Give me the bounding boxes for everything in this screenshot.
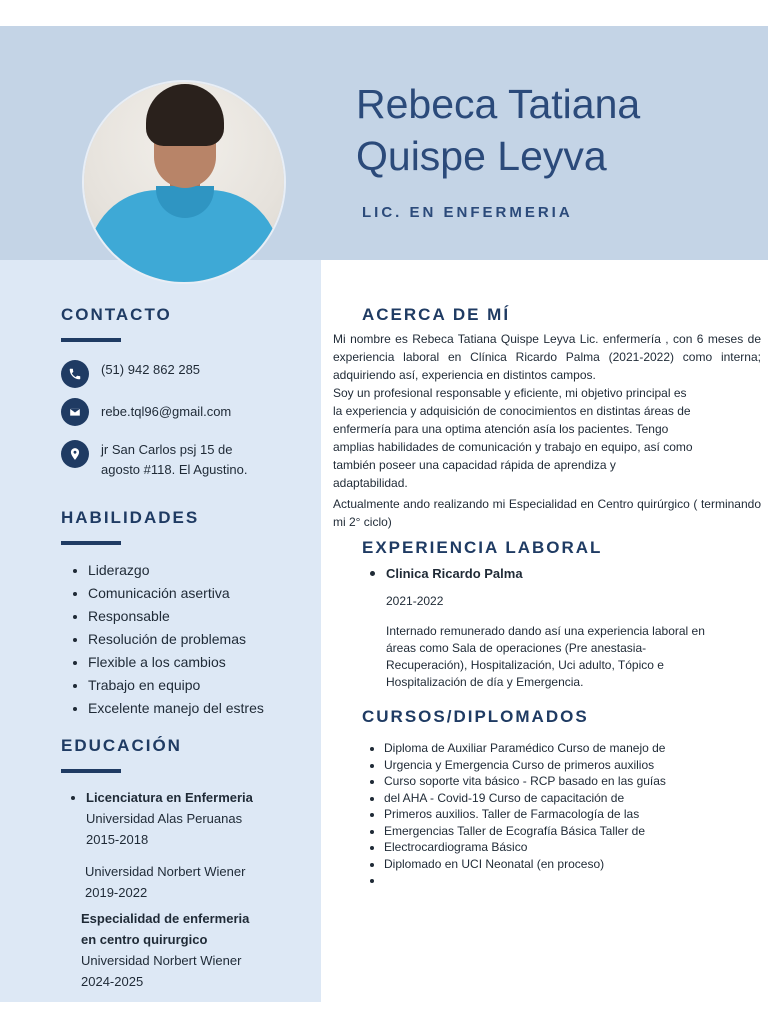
- list-item: • Responsable: [88, 605, 264, 628]
- contact-email: [61, 398, 231, 426]
- list-item: • Diploma de Auxiliar Paramédico Curso de manejo de: [384, 740, 724, 757]
- location-pin-icon: [61, 440, 89, 468]
- email-address[interactable]: rebe.tql96@gmail.com: [101, 404, 232, 419]
- degree-name-line-2: en centro quirurgico: [81, 932, 208, 947]
- full-name: [356, 78, 640, 182]
- experience-item: [370, 566, 523, 581]
- profile-photo: [84, 82, 284, 282]
- courses-heading: CURSOS/DIPLOMADOS: [362, 707, 589, 726]
- experience-description: Internado remunerado dando así una experiencia laboral en áreas como Sala de operaciones (Pre anestasia- Recuperación), Hospitalización, Uci adulto, Tópico e Hospitalización de día y Emergencia.: [386, 624, 705, 689]
- list-item: • Excelente manejo del estres: [88, 697, 264, 720]
- contact-address: [61, 440, 247, 480]
- list-item: • Emergencias Taller de Ecografía Básica Taller de: [384, 823, 724, 840]
- name-line-1: Rebeca Tatiana: [356, 81, 641, 127]
- contact-divider: [61, 338, 121, 342]
- about-paragraph-1: Mi nombre es Rebeca Tatiana Quispe Leyva Lic. enfermería , con 6 meses de experiencia laboral en Clínica Ricardo Palma (2021-2022) como interna; adquiriendo así, experiencia en distintos campos.: [333, 332, 761, 382]
- name-line-2: Quispe Leyva: [356, 133, 607, 179]
- list-item: • Comunicación asertiva: [88, 582, 264, 605]
- list-item: • del AHA - Covid-19 Curso de capacitación de: [384, 790, 724, 807]
- contact-heading: CONTACTO: [61, 305, 172, 324]
- list-item: [384, 872, 724, 889]
- education-years: 2024-2025: [81, 974, 144, 989]
- degree-name-line-1: Especialidad de enfermeria: [81, 911, 250, 926]
- school-name: Universidad Norbert Wiener: [85, 864, 246, 879]
- skills-divider: [61, 541, 121, 545]
- education-years: 2019-2022: [85, 885, 148, 900]
- education-item-3: [81, 908, 249, 992]
- school-name: Universidad Alas Peruanas: [86, 811, 243, 826]
- list-item: • Trabajo en equipo: [88, 674, 264, 697]
- about-paragraph-2: Soy un profesional responsable y eficiente, mi objetivo principal es la experiencia y adquisición de conocimientos en distintas áreas de enfermería para una optima atención asía los pacientes. Tengo amplias habilidades de comunicación y trabajo en equipo, así como también poseer una capacidad rápida de aprendiza y adaptabilidad.: [333, 386, 693, 490]
- contact-phone: [61, 360, 200, 388]
- list-item: • Resolución de problemas: [88, 628, 264, 651]
- phone-icon: [61, 360, 89, 388]
- skills-heading: HABILIDADES: [61, 508, 200, 527]
- list-item: • Urgencia y Emergencia Curso de primeros auxilios: [384, 757, 724, 774]
- education-divider: [61, 769, 121, 773]
- skills-list: [68, 559, 264, 720]
- list-item: • Diplomado en UCI Neonatal (en proceso): [384, 856, 724, 873]
- address-text: jr San Carlos psj 15 de agosto #118. El Agustino.: [101, 442, 248, 477]
- education-item-2: [85, 861, 245, 903]
- list-item: • Flexible a los cambios: [88, 651, 264, 674]
- degree-name: Licenciatura en Enfermeria: [86, 790, 253, 805]
- about-paragraph-3: Actualmente ando realizando mi Especialidad en Centro quirúrgico ( terminando mi 2° ciclo): [333, 497, 761, 529]
- list-item: • Liderazgo: [88, 559, 264, 582]
- about-heading: ACERCA DE MÍ: [362, 305, 511, 324]
- experience-heading: EXPERIENCIA LABORAL: [362, 538, 603, 557]
- job-title: LIC. EN ENFERMERIA: [362, 204, 573, 221]
- education-heading: EDUCACIÓN: [61, 736, 182, 755]
- about-text: [333, 330, 761, 531]
- courses-list: [366, 740, 724, 889]
- mail-icon: [61, 398, 89, 426]
- phone-number[interactable]: (51) 942 862 285: [101, 362, 201, 377]
- employer-name: Clinica Ricardo Palma: [386, 566, 523, 581]
- school-name: Universidad Norbert Wiener: [81, 953, 242, 968]
- education-years: 2015-2018: [86, 832, 149, 847]
- experience-years: 2021-2022: [386, 594, 444, 608]
- education-item-1: [66, 787, 253, 850]
- list-item: • Curso soporte vita básico - RCP basado en las guías: [384, 773, 724, 790]
- list-item: • Primeros auxilios. Taller de Farmacología de las: [384, 806, 724, 823]
- bullet: [370, 571, 375, 576]
- list-item: • Electrocardiograma Básico: [384, 839, 724, 856]
